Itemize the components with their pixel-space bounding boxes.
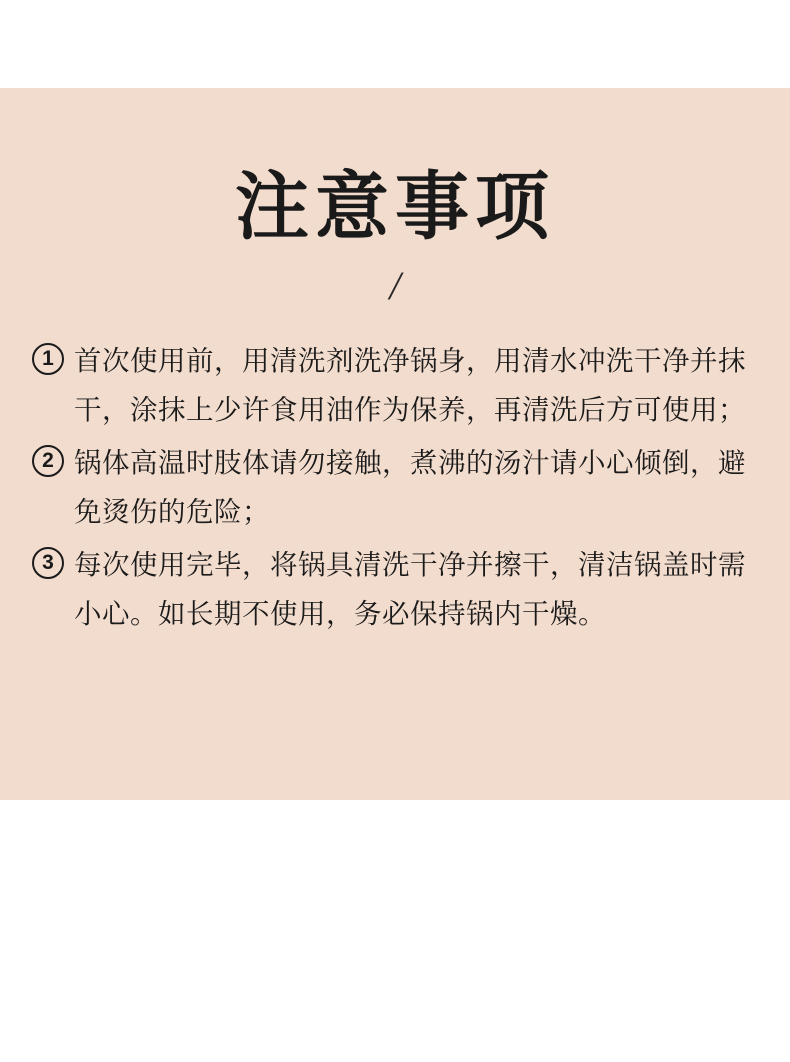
page-title: 注意事项: [235, 164, 555, 250]
list-item: [32, 540, 746, 638]
list-item-text: 首次使用前，用清洗剂洗净锅身，用清水冲洗干净并抹干，涂抹上少许食用油作为保养，再清洗后方可使用；: [74, 345, 746, 425]
list-item-text: 每次使用完毕，将锅具清洗干净并擦干，清洁锅盖时需小心。如长期不使用，务必保持锅内干燥。: [74, 549, 746, 629]
list-marker-3: 3: [32, 547, 64, 579]
list-marker-2: 2: [32, 445, 64, 477]
notice-list: [0, 336, 790, 638]
notice-content: [0, 88, 790, 642]
list-marker-1: 1: [32, 343, 64, 375]
list-item: [32, 438, 746, 536]
list-item-text: 锅体高温时肢体请勿接触，煮沸的汤汁请小心倾倒，避免烫伤的危险；: [74, 447, 746, 527]
list-item: [32, 336, 746, 434]
title-divider: /: [389, 263, 401, 308]
